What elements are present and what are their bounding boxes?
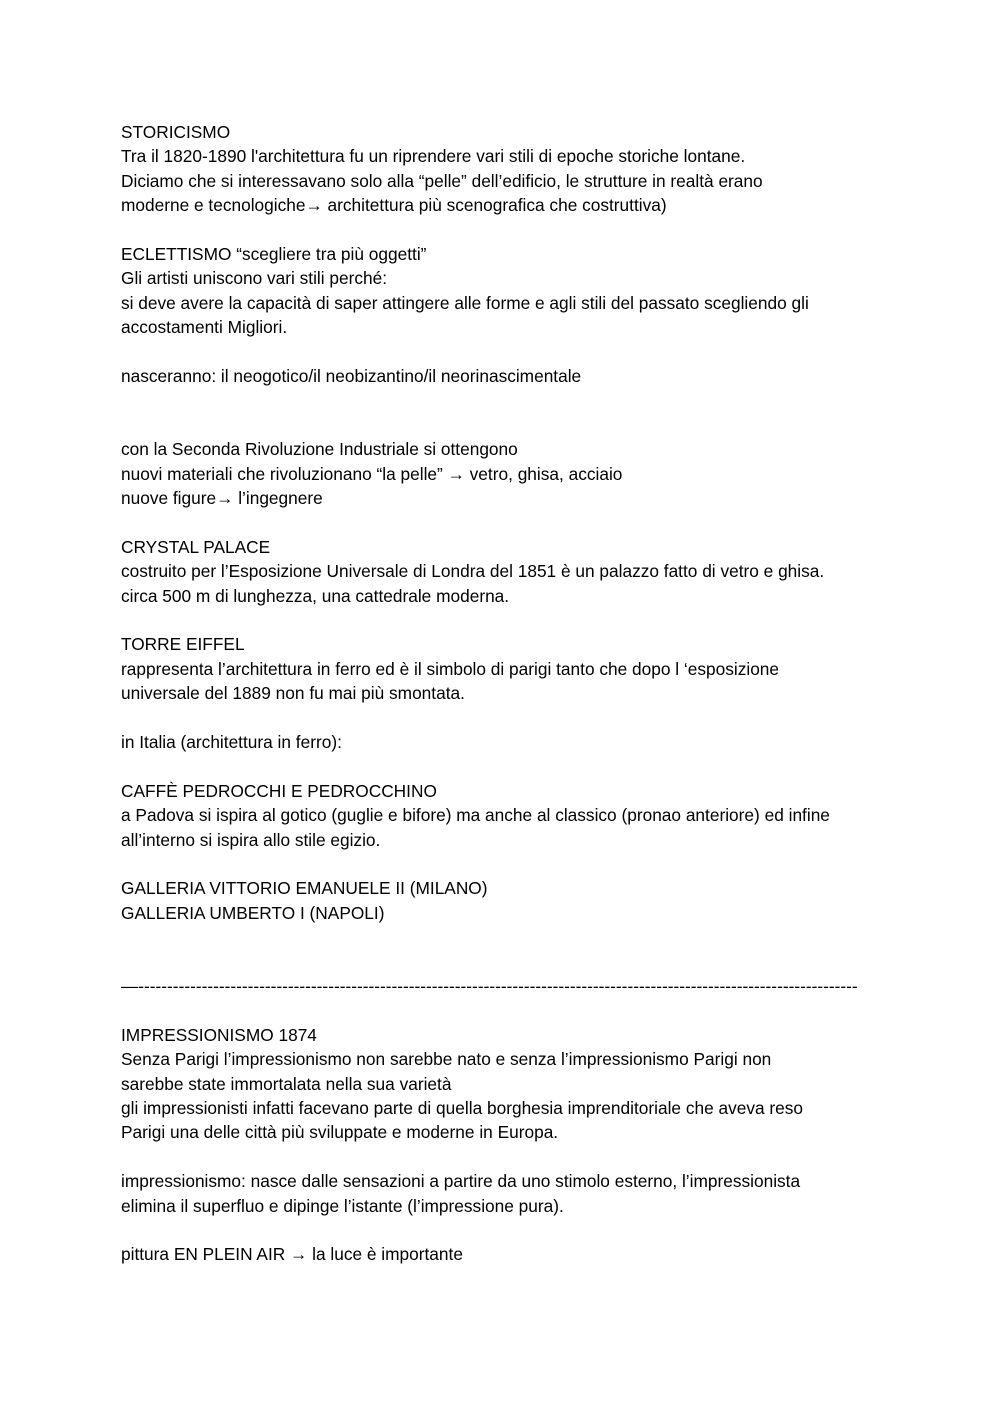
- blank-line: [121, 925, 891, 949]
- section-heading: CAFFÈ PEDROCCHI E PEDROCCHINO: [121, 780, 437, 801]
- document-body: [121, 120, 891, 1267]
- text-line: accostamenti Migliori.: [121, 317, 288, 338]
- text-line: Gli artisti uniscono vari stili perché:: [121, 268, 388, 289]
- section-heading: GALLERIA VITTORIO EMANUELE II (MILANO): [121, 878, 488, 899]
- text-line: Diciamo che si interessavano solo alla “pelle” dell’edificio, le strutture in realtà erano: [121, 170, 763, 191]
- blank-line: [121, 608, 891, 632]
- text-line: elimina il superfluo e dipinge l’istante (l’impressione pura).: [121, 1195, 564, 1216]
- blank-line: [121, 413, 891, 437]
- blank-line: [121, 754, 891, 778]
- blank-line: [121, 340, 891, 364]
- text-line: Parigi una delle città più sviluppate e moderne in Europa.: [121, 1122, 559, 1143]
- text-line: a Padova si ispira al gotico (guglie e bifore) ma anche al classico (pronao anteriore) ed infine: [121, 805, 830, 826]
- blank-line: [121, 998, 891, 1022]
- section-divider: —-----------------------------------------------------------------------------------------------------------------------------: [121, 976, 858, 997]
- text-line: nuovi materiali che rivoluzionano “la pelle” → vetro, ghisa, acciaio: [121, 463, 623, 484]
- text-line: impressionismo: nasce dalle sensazioni a partire da uno stimolo esterno, l’impressionista: [121, 1171, 801, 1192]
- blank-line: [121, 852, 891, 876]
- text-line: sarebbe state immortalata nella sua varietà: [121, 1073, 452, 1094]
- text-line: moderne e tecnologiche→ architettura più scenografica che costruttiva): [121, 195, 667, 216]
- text-line: con la Seconda Rivoluzione Industriale si ottengono: [121, 439, 518, 460]
- section-heading: ECLETTISMO “scegliere tra più oggetti”: [121, 244, 427, 265]
- text-line: Tra il 1820-1890 l'architettura fu un riprendere vari stili di epoche storiche lontane.: [121, 146, 746, 167]
- section-heading: GALLERIA UMBERTO I (NAPOLI): [121, 902, 385, 923]
- blank-line: [121, 1145, 891, 1169]
- section-heading: IMPRESSIONISMO 1874: [121, 1024, 317, 1045]
- text-line: all’interno si ispira allo stile egizio.: [121, 829, 381, 850]
- text-line: gli impressionisti infatti facevano parte di quella borghesia imprenditoriale che aveva reso: [121, 1098, 804, 1119]
- blank-line: [121, 218, 891, 242]
- text-line: si deve avere la capacità di saper attingere alle forme e agli stili del passato scegliendo gli: [121, 292, 809, 313]
- blank-line: [121, 706, 891, 730]
- section-heading: TORRE EIFFEL: [121, 634, 245, 655]
- text-line: circa 500 m di lunghezza, una cattedrale moderna.: [121, 585, 510, 606]
- text-line: universale del 1889 non fu mai più smontata.: [121, 683, 465, 704]
- text-line: costruito per l’Esposizione Universale di Londra del 1851 è un palazzo fatto di vetro e ghisa.: [121, 561, 825, 582]
- text-line: pittura EN PLEIN AIR → la luce è importante: [121, 1244, 463, 1265]
- blank-line: [121, 1218, 891, 1242]
- text-line: rappresenta l’architettura in ferro ed è il simbolo di parigi tanto che dopo l ‘esposizione: [121, 658, 780, 679]
- text-line: in Italia (architettura in ferro):: [121, 732, 342, 753]
- blank-line: [121, 388, 891, 412]
- blank-line: [121, 950, 891, 974]
- text-line: Senza Parigi l’impressionismo non sarebbe nato e senza l’impressionismo Parigi non: [121, 1049, 772, 1070]
- text-line: nasceranno: il neogotico/il neobizantino/il neorinascimentale: [121, 366, 582, 387]
- section-heading: CRYSTAL PALACE: [121, 536, 271, 557]
- section-heading: STORICISMO: [121, 122, 231, 142]
- text-line: nuove figure→ l’ingegnere: [121, 488, 323, 509]
- blank-line: [121, 510, 891, 534]
